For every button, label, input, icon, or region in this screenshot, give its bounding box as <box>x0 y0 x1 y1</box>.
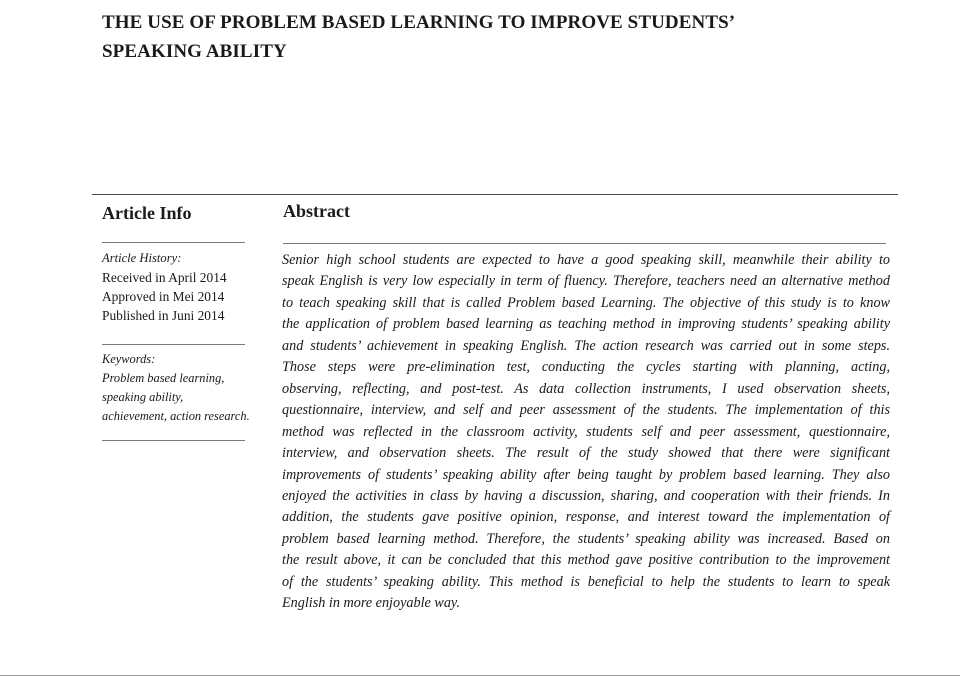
abstract-line: improvements of students’ speaking ability after being taught by problem based learning. They also <box>282 466 890 483</box>
article-info-heading: Article Info <box>102 203 192 223</box>
abstract-line: Those steps were pre-elimination test, conducting the cycles starting with planning, acting, <box>282 359 890 376</box>
abstract-line: method was reflected in the classroom activity, students self and peer assessment, questionnaire, <box>282 423 890 440</box>
paper-title <box>102 8 922 66</box>
keywords-line: achievement, action research. <box>102 409 250 423</box>
abstract-line: observing, reflecting, and post-test. As data collection instruments, I used observation sheets, <box>282 380 890 397</box>
keywords-block <box>102 350 250 426</box>
abstract-line: English in more enjoyable way. <box>282 595 460 612</box>
received-date: Received in April 2014 <box>102 270 227 285</box>
abstract-body <box>282 250 890 615</box>
article-history <box>102 249 227 325</box>
page-bottom-edge <box>0 675 960 676</box>
approved-date: Approved in Mei 2014 <box>102 289 225 304</box>
abstract-line: the application of problem based learning as teaching method in improving students’ speaking ability <box>282 316 890 333</box>
keywords-label: Keywords: <box>102 352 156 366</box>
abstract-line: speak English is very low especially in term of fluency. Therefore, teachers need an alternative method <box>282 273 890 290</box>
abstract-line: to teach speaking skill that is called Problem based Learning. The objective of this study is to know <box>282 294 890 311</box>
article-info-rule-top <box>102 242 245 243</box>
paper-title-line-1: THE USE OF PROBLEM BASED LEARNING TO IMPROVE STUDENTS’ <box>102 12 736 33</box>
paper-title-line-2: SPEAKING ABILITY <box>102 41 287 62</box>
keywords-line: speaking ability, <box>102 390 184 404</box>
abstract-heading: Abstract <box>283 201 350 221</box>
article-history-label: Article History: <box>102 251 182 265</box>
section-divider <box>92 194 898 195</box>
abstract-line: of the students’ speaking ability. This method is beneficial to help the students to learn to speak <box>282 573 890 590</box>
abstract-rule <box>283 243 886 244</box>
abstract-line: enjoyed the activities in class by having a discussion, sharing, and cooperation with their friends. In <box>282 487 890 504</box>
abstract-line: questionnaire, interview, and self and peer assessment of the students. The implementation of this <box>282 402 890 419</box>
abstract-line: interview, and observation sheets. The result of the study showed that there were significant <box>282 445 890 462</box>
abstract-line: and students’ achievement in speaking English. The action research was carried out in some steps. <box>282 337 890 354</box>
article-info-rule-bottom <box>102 440 245 441</box>
abstract-line: the result above, it can be concluded that this method gave positive contribution to the improvement <box>282 552 890 569</box>
article-info-rule-middle <box>102 344 245 345</box>
abstract-line: problem based learning method. Therefore, the students’ speaking ability was increased. Based on <box>282 530 890 547</box>
abstract-line: addition, the students gave positive opinion, response, and interest toward the implementation of <box>282 509 890 526</box>
abstract-line: Senior high school students are expected to have a good speaking skill, meanwhile their ability to <box>282 252 890 268</box>
published-date: Published in Juni 2014 <box>102 308 225 323</box>
keywords-line: Problem based learning, <box>102 371 225 385</box>
